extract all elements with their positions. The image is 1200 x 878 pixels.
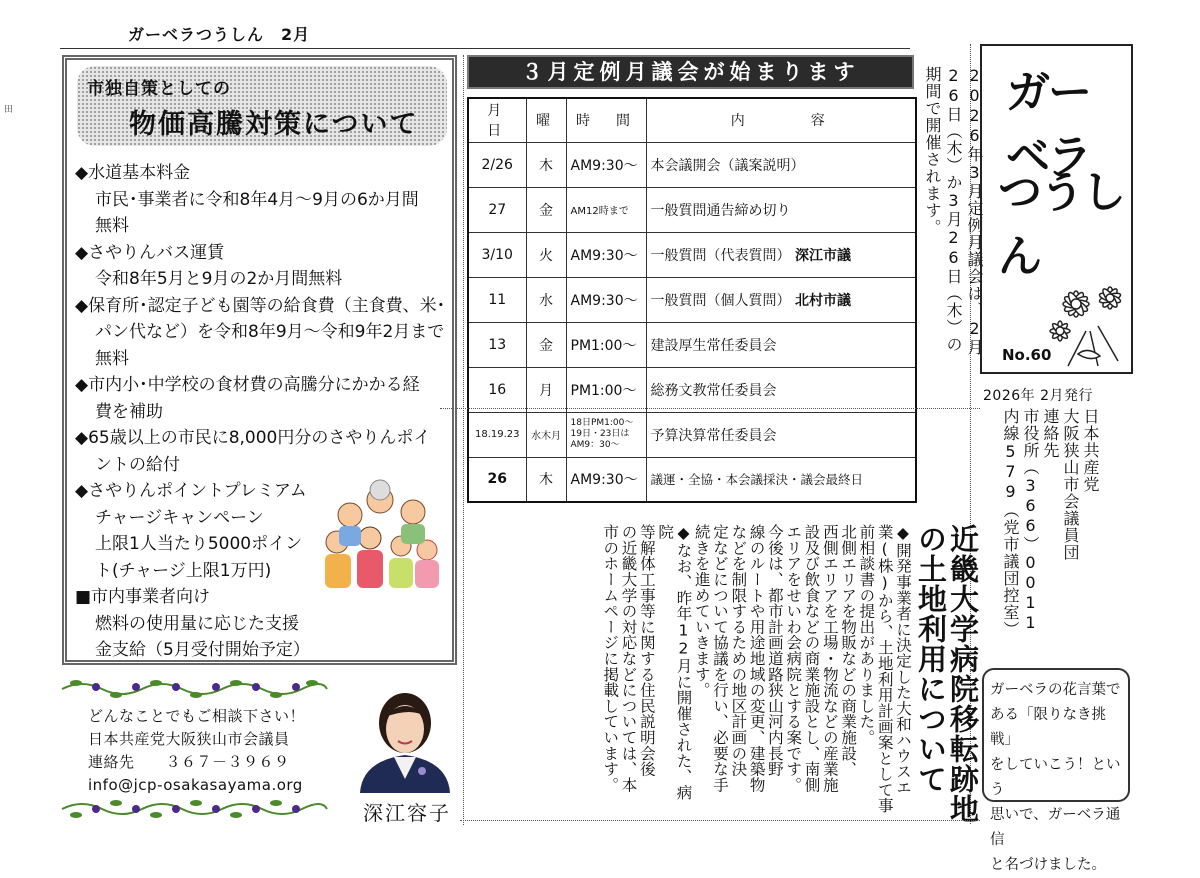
article-title: 近畿大学病院移転跡地 の土地利用について [914, 524, 980, 824]
divider-middle [440, 408, 980, 409]
schedule-table [467, 97, 917, 503]
table-row: 26 木 AM9:30～ 議運・全協・本会議採決・議会最終日 [468, 457, 916, 502]
member-name: 北村市議 [794, 292, 851, 309]
newsletter-header-title: ガーベラつうしん 2月 [128, 25, 311, 44]
contact-consult: どんなことでもご相談下さい！ [88, 707, 306, 725]
list-item: ◆さやりんポイントプレミアム チャージキャンペーン 上限1人当たり5000ポイン ト(チャージ上限1万円) [75, 481, 307, 581]
list-item: ◆65歳以上の市民に8,000円分のさやりんポイ ントの給付 [75, 428, 431, 475]
price-measures-title: 物価高騰対策について [129, 109, 419, 140]
gerbera-name-note: ガーベラの花言葉で ある「限りなき挑戦」 をしていこう！という 思いで、ガーベラ通信 と名づけました。 [982, 668, 1130, 802]
corner-mark: 田 [4, 105, 14, 115]
contact-org: 日本共産党大阪狭山市会議員 [88, 730, 290, 748]
table-row: 13 金 PM1:00～ 建設厚生常任委員会 [468, 322, 916, 367]
price-measures-title-banner [77, 66, 447, 146]
masthead-title-2: つうしん [998, 167, 1124, 282]
bottom-divider [460, 820, 980, 821]
list-item: ◆さやりんバス運賃 令和8年5月と9月の2か月間無料 [75, 242, 343, 289]
vine-decoration-top [62, 675, 327, 699]
masthead-box [980, 44, 1133, 374]
contact-block [88, 705, 305, 797]
table-row: 2/26 木 AM9:30～ 本会議開会（議案説明） [468, 142, 916, 187]
session-period-text: 2026年3月定例月議会は、2月26日（木）か3月26日（木）の期間で開催されます。 [923, 66, 984, 356]
vine-decoration-bottom [62, 797, 327, 821]
col-time: 時 間 [566, 98, 646, 142]
issue-date: 2026年 2月発行 [983, 388, 1093, 404]
table-row: 16 月 PM1:00～ 総務文教常任委員会 [468, 367, 916, 412]
family-illustration [315, 480, 445, 590]
councillor-name: 深江容子 [363, 801, 451, 825]
list-item: ◆保育所･認定子ども園等の給食費（主食費、米･ パン代など）を令和8年9月～令和9年2月まで 無料 [75, 295, 446, 369]
table-header-row [468, 98, 916, 142]
contact-email: info@jcp-osakasayama.org [88, 776, 303, 794]
table-row: 3/10 火 AM9:30～ 一般質問（代表質問） 深江市議 [468, 232, 916, 277]
divider-left [463, 55, 464, 825]
header-rule [60, 48, 910, 49]
masthead-title-1: ガーベラ [1006, 67, 1090, 182]
contact-phone: 連絡先 ３６７－３９６９ [88, 753, 290, 771]
list-item: ■市内事業者向け 燃料の使用量に応じた支援 金支給（5月受付開始予定） [75, 587, 310, 660]
councillor-portrait [352, 683, 458, 793]
list-item: ◆水道基本料金 市民･事業者に令和8年4月～9月の6か月間 無料 [75, 163, 419, 236]
table-row: 18.19.23 水木月 18日PM1:00～ 19日・23日は AM9：30～ 予算決算常任委員会 [468, 412, 916, 457]
member-name: 深江市議 [794, 247, 851, 264]
col-date: 月 日 [468, 98, 526, 142]
table-row: 11 水 AM9:30～ 一般質問（個人質問） 北村市議 [468, 277, 916, 322]
col-content: 内 容 [646, 98, 916, 142]
price-measures-box [62, 55, 457, 665]
issue-number: No.60 [1002, 346, 1052, 364]
list-item: ◆市内小･中学校の食材費の高騰分にかかる経 費を補助 [75, 375, 420, 422]
col-day: 曜 [526, 98, 566, 142]
gerbera-flower-icon [1038, 276, 1138, 371]
party-contact-vertical: 日本共産党 大阪狭山市会議員団 連絡先 市役所（366）0011 内線579（党市議団控室） [1001, 408, 1100, 638]
table-row: 27 金 AM12時まで 一般質問通告締め切り [468, 187, 916, 232]
price-measures-subtitle: 市独自策としての [87, 79, 231, 99]
schedule-title: ３月定例月議会が始まります [467, 55, 914, 89]
article-body: ◆開発事業者に決定した大和ハウスエ 業(株)から、土地利用計画案として事 前相談書の提出がありました。 北側エリアを物販などの商業施設、 西側エリアを工場・物流などの産業施 設及び飲食などの商業施設とし、南側 エリアをせいわ会病院とする案です。 今後は、都市計画道路狭山河内長野 線のルートや用途地域の変更、建築物 などを制限するための地区計画の決 定などについて協議を行い、必要な手 続きを進めていきます。 ◆なお、昨年12月に開催された、病院 等解体工事等に関する住民説明会後 の近畿大学の対応などについては、本 市のホームページに掲載しています。 [601, 524, 912, 814]
